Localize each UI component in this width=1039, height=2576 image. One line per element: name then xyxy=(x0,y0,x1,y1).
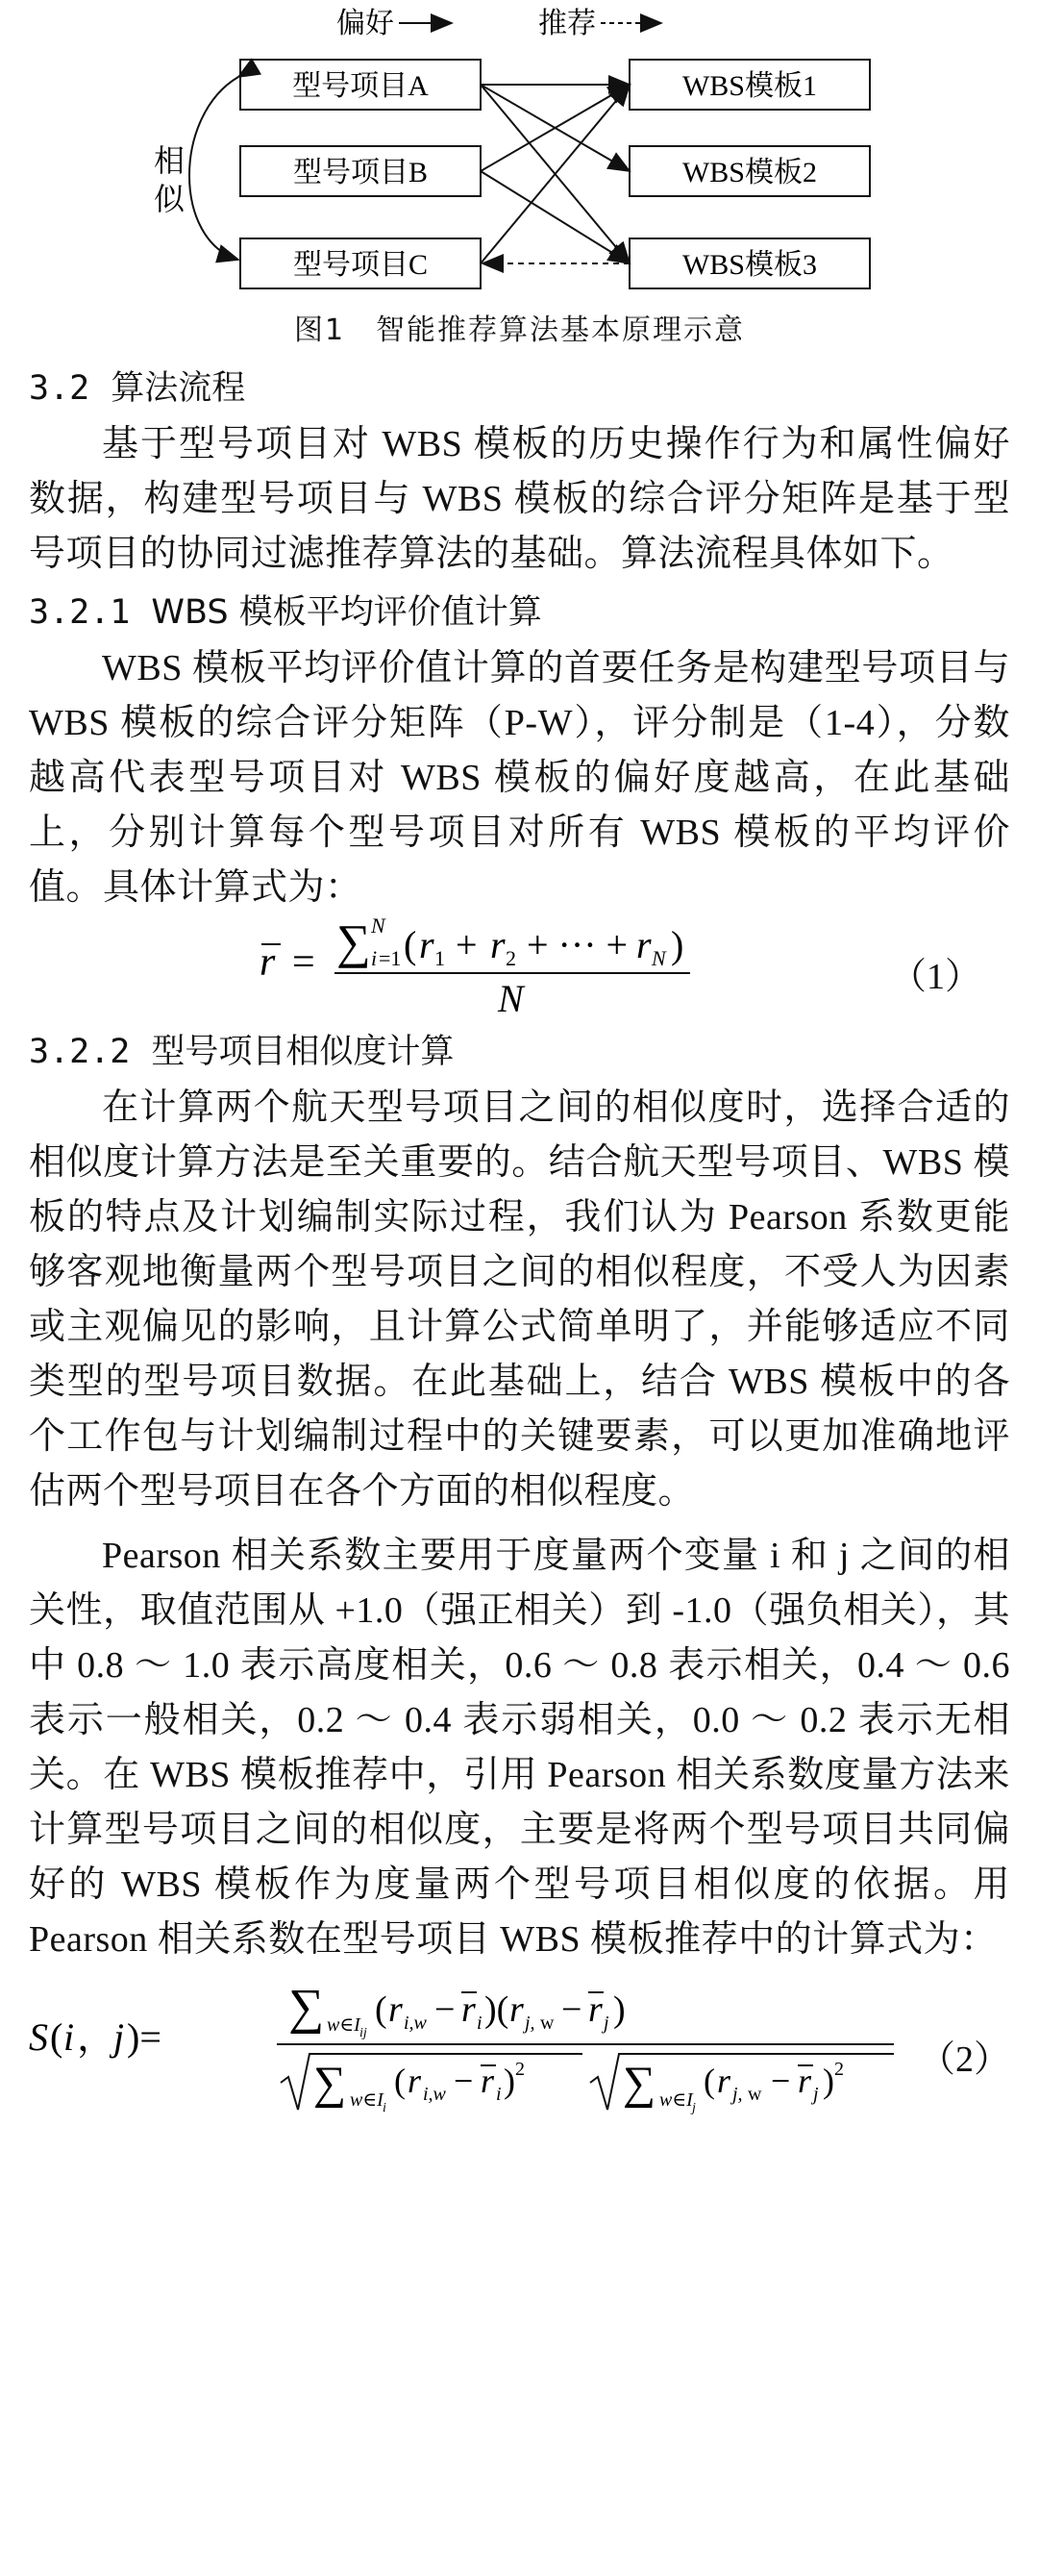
section-number: 3.2.1 xyxy=(29,593,131,632)
section-title: WBS 模板平均评价值计算 xyxy=(151,593,542,632)
svg-text:i,w: i,w xyxy=(423,2084,446,2105)
svg-text:+: + xyxy=(456,923,478,966)
svg-text:w∈I: w∈I xyxy=(350,2089,383,2111)
section-heading-3-2-2 xyxy=(29,1029,1010,1075)
project-b-label: 型号项目B xyxy=(292,157,429,188)
template-1-label: WBS模板1 xyxy=(681,70,818,102)
section-number: 3.2.2 xyxy=(29,1033,131,1071)
similar-char-2: 似 xyxy=(154,182,186,216)
svg-text:2: 2 xyxy=(515,2059,525,2080)
svg-text:r: r xyxy=(461,1989,476,2030)
svg-text:N: N xyxy=(498,977,524,1020)
svg-text:): ) xyxy=(671,923,684,966)
section-heading-3-2-1 xyxy=(29,589,1010,636)
svg-text:S: S xyxy=(29,2015,48,2059)
svg-text:j,: j, xyxy=(525,2013,535,2034)
equation-2 xyxy=(29,1975,1010,2119)
svg-text:ij: ij xyxy=(359,2026,367,2040)
svg-text:(: ( xyxy=(50,2015,63,2059)
svg-text:w: w xyxy=(748,2084,762,2105)
section-title: 算法流程 xyxy=(111,369,246,408)
svg-text:2: 2 xyxy=(834,2059,844,2080)
svg-text:(: ( xyxy=(375,1989,387,2030)
svg-text:r: r xyxy=(408,2062,422,2100)
svg-text:r: r xyxy=(419,923,434,966)
svg-text:(: ( xyxy=(394,2062,406,2100)
equation-2-number: （2） xyxy=(918,2039,1010,2080)
figure-1 xyxy=(0,0,1039,346)
section-title: 型号项目相似度计算 xyxy=(151,1033,455,1071)
svg-text:r: r xyxy=(798,2062,812,2100)
svg-text:i,w: i,w xyxy=(404,2013,427,2034)
svg-text:=: = xyxy=(292,940,315,985)
svg-text:=1: =1 xyxy=(379,946,402,970)
svg-text:): ) xyxy=(823,2062,834,2100)
section-number: 3.2 xyxy=(29,369,90,408)
svg-text:1: 1 xyxy=(434,946,445,970)
svg-text:∑: ∑ xyxy=(313,2058,347,2109)
figure-caption: 图1 智能推荐算法基本原理示意 xyxy=(293,313,746,347)
svg-text:)(: )( xyxy=(484,1989,509,2030)
paragraph: WBS 模板平均评价值计算的首要任务是构建型号项目与 WBS 模板的综合评分矩阵（P-W），评分制是（1-4），分数越高代表型号项目对 WBS 模板的偏好度越高，在此基础上，分别计算每个型号项目对所有 WBS 模板的平均评价值。具体计算式为： xyxy=(29,648,1010,908)
svg-text:−: − xyxy=(454,2062,474,2100)
equation-1-number: （1） xyxy=(889,957,981,997)
paragraph: 基于型号项目对 WBS 模板的历史操作行为和属性偏好数据，构建型号项目与 WBS 模板的综合评分矩阵是基于型号项目的协同过滤推荐算法的基础。算法流程具体如下。 xyxy=(29,424,1010,574)
svg-text:w∈I: w∈I xyxy=(327,2014,360,2036)
svg-text:r: r xyxy=(509,1989,524,2030)
svg-text:r: r xyxy=(588,1989,603,2030)
svg-text:−: − xyxy=(771,2062,791,2100)
svg-text:i: i xyxy=(371,946,378,970)
similar-char-1: 相 xyxy=(154,143,186,178)
svg-text:i: i xyxy=(63,2015,75,2059)
svg-text:w∈I: w∈I xyxy=(659,2089,693,2111)
svg-text:i: i xyxy=(477,2013,482,2034)
template-3-label: WBS模板3 xyxy=(681,249,818,281)
svg-text:r: r xyxy=(490,923,506,966)
svg-text:): ) xyxy=(613,1989,626,2030)
svg-text:j: j xyxy=(813,2084,819,2105)
svg-text:r: r xyxy=(717,2062,731,2100)
svg-text:∑: ∑ xyxy=(288,1980,325,2035)
svg-text:i: i xyxy=(383,2101,386,2115)
preference-arrows xyxy=(481,85,630,263)
svg-text:j: j xyxy=(113,2015,125,2059)
project-a-label: 型号项目A xyxy=(292,70,429,102)
svg-text:)=: )= xyxy=(127,2015,161,2059)
svg-text:i: i xyxy=(496,2084,502,2105)
svg-text:N: N xyxy=(652,946,666,970)
figure-diagram xyxy=(0,0,1039,308)
paragraph: Pearson 相关系数主要用于度量两个变量 i 和 j 之间的相关性，取值范围从 +1.0（强正相关）到 -1.0（强负相关），其中 0.8 ～ 1.0 表示高度相关，0.6 ～ 0.8 表示相关，0.4 ～ 0.6 表示一般相关，0.2 ～ 0.4 表示弱相关，0.0 ～ 0.2 表示无相关。在 WBS 模板推荐中，引用 Pearson 相关系数度量方法来计算型号项目之间的相似度，主要是将两个型号项目共同偏好的 WBS 模板作为度量两个型号项目相似度的依据。用 Pearson 相关系数在型号项目 WBS 模板推荐中的计算式为： xyxy=(29,1536,1010,1960)
legend-preference-label: 偏好 xyxy=(336,8,394,39)
template-2-label: WBS模板2 xyxy=(681,157,818,188)
svg-text:r: r xyxy=(636,923,652,966)
svg-text:j,: j, xyxy=(732,2084,743,2105)
svg-text:2: 2 xyxy=(506,946,516,970)
svg-text:−: − xyxy=(561,1989,582,2030)
article-body xyxy=(29,358,1010,2119)
svg-text:j: j xyxy=(692,2101,696,2115)
svg-text:r: r xyxy=(481,2062,495,2100)
legend-recommend-label: 推荐 xyxy=(538,8,596,39)
svg-text:r: r xyxy=(388,1989,403,2030)
svg-text:(: ( xyxy=(704,2062,715,2100)
svg-text:w: w xyxy=(540,2013,555,2034)
svg-text:+ ··· +: + ··· + xyxy=(527,923,629,966)
svg-text:∑: ∑ xyxy=(336,915,371,968)
svg-text:j: j xyxy=(604,2013,609,2034)
svg-text:−: − xyxy=(434,1989,456,2030)
equation-2-math xyxy=(29,1975,894,2119)
similarity-arrow xyxy=(189,77,238,260)
svg-text:∑: ∑ xyxy=(623,2058,656,2109)
svg-text:r: r xyxy=(260,940,276,985)
project-c-label: 型号项目C xyxy=(292,249,429,281)
paragraph: 在计算两个航天型号项目之间的相似度时，选择合适的相似度计算方法是至关重要的。结合航天型号项目、WBS 模板的特点及计划编制实际过程，我们认为 Pearson 系数更能够客观地衡量两个型号项目之间的相似程度，不受人为因素或主观偏见的影响，且计算公式简单明了，并能够适应不同类型的型号项目数据。在此基础上，结合 WBS 模板中的各个工作包与计划编制过程中的关键要素，可以更加准确地评估两个型号项目在各个方面的相似程度。 xyxy=(29,1088,1010,1512)
section-heading-3-2 xyxy=(29,365,1010,412)
svg-text:N: N xyxy=(371,915,385,938)
equation-1 xyxy=(29,915,1010,1021)
svg-text:，: ， xyxy=(77,2015,115,2059)
svg-text:): ) xyxy=(504,2062,515,2100)
svg-text:(: ( xyxy=(404,923,417,966)
